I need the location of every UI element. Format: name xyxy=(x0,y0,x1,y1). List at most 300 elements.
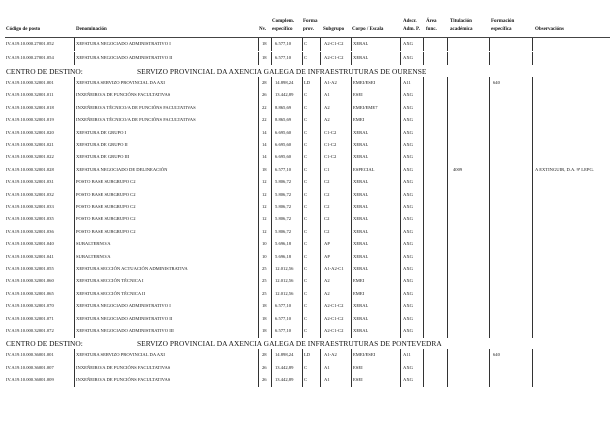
cell-corpo: XERAL xyxy=(353,41,369,46)
column-divider xyxy=(447,38,448,51)
column-divider xyxy=(74,151,75,164)
cell-codigo: IV.A19.10.000.32001.032 xyxy=(6,191,54,197)
cell-nivel: 12 xyxy=(262,191,267,197)
column-divider xyxy=(271,325,272,338)
column-divider xyxy=(489,52,490,65)
column-divider xyxy=(351,374,352,387)
column-divider xyxy=(258,38,259,51)
cell-nivel: 18 xyxy=(262,315,267,321)
cell-adm: AXG xyxy=(403,179,413,185)
column-divider xyxy=(271,151,272,164)
cell-denominacion: XEFATURA SECCIÓN TÉCNICA I xyxy=(76,278,144,284)
cell-corpo: XERAL xyxy=(353,315,369,321)
cell-subgrupo: A1-A2 xyxy=(324,80,337,85)
cell-subgrupo: A1 xyxy=(324,364,330,370)
column-divider xyxy=(423,151,424,164)
cell-subgrupo: A2-C1-C2 xyxy=(324,41,344,46)
column-divider xyxy=(489,102,490,115)
column-divider xyxy=(423,164,424,177)
table-row xyxy=(0,263,615,276)
column-divider xyxy=(423,213,424,226)
cell-codigo: IV.A19.10.000.32001.022 xyxy=(6,154,54,160)
table-row xyxy=(0,176,615,189)
column-divider xyxy=(447,263,448,276)
column-divider xyxy=(489,114,490,127)
cell-denominacion: XEFATURA DE GRUPO III xyxy=(76,154,130,160)
table-row xyxy=(0,362,615,375)
cell-subgrupo: A1 xyxy=(324,377,330,383)
cell-adm: AXG xyxy=(403,204,413,209)
column-divider xyxy=(258,114,259,127)
cell-adm: AXG xyxy=(403,266,413,271)
column-divider xyxy=(302,251,303,264)
column-divider xyxy=(400,139,401,152)
cell-codigo: IV.A19.10.000.32001.065 xyxy=(6,290,54,296)
column-divider xyxy=(351,151,352,164)
column-divider xyxy=(423,77,424,90)
cell-codigo: IV.A19.10.000.32001.036 xyxy=(6,228,54,234)
cell-denominacion: XEFATURA NEGOCIADO ADMINISTRATIVO II xyxy=(76,55,173,60)
column-divider xyxy=(423,139,424,152)
column-divider xyxy=(532,251,533,264)
column-divider xyxy=(258,164,259,177)
column-divider xyxy=(258,313,259,326)
column-divider xyxy=(258,127,259,140)
column-divider xyxy=(447,251,448,264)
column-divider xyxy=(74,362,75,375)
table-row xyxy=(0,164,615,177)
column-divider xyxy=(532,201,533,214)
column-divider xyxy=(532,151,533,164)
cell-subgrupo: A1-A2-C1 xyxy=(324,266,344,271)
cell-corpo: ESEI xyxy=(353,377,363,383)
column-divider xyxy=(302,77,303,90)
column-divider xyxy=(320,313,321,326)
cell-subgrupo: A1-A2 xyxy=(324,352,337,357)
column-divider xyxy=(258,89,259,102)
cell-forma: C xyxy=(304,266,308,271)
cell-forma: C xyxy=(304,104,308,110)
cell-codigo: IV.A19.10.000.32001.035 xyxy=(6,216,54,222)
cell-adm: AXG xyxy=(403,142,413,147)
cell-complemento: 5.696,18 xyxy=(275,253,292,259)
cell-complemento: 13.442,89 xyxy=(275,377,294,383)
header-titulacion-bottom: académica xyxy=(450,27,473,32)
cell-subgrupo: AP xyxy=(324,241,330,247)
cell-forma: C xyxy=(304,290,308,296)
cell-denominacion: POSTO BASE SUBGRUPO C2 xyxy=(76,191,136,197)
column-divider xyxy=(320,89,321,102)
column-divider xyxy=(320,139,321,152)
cell-denominacion: INXEÑEIRO/A TÉCNICO/A DE FUNCIÓNS FACULTATIVAS xyxy=(76,117,196,123)
table-row xyxy=(0,226,615,239)
column-divider xyxy=(258,349,259,362)
cell-nivel: 22 xyxy=(262,117,267,123)
cell-subgrupo: C1-C2 xyxy=(324,129,337,135)
column-divider xyxy=(271,189,272,202)
column-divider xyxy=(302,325,303,338)
cell-corpo: XERAL xyxy=(353,216,369,222)
column-divider xyxy=(400,114,401,127)
cell-adm: AXG xyxy=(403,104,413,110)
column-divider xyxy=(351,89,352,102)
column-divider xyxy=(74,263,75,276)
column-divider xyxy=(320,226,321,239)
column-divider xyxy=(351,139,352,152)
cell-codigo: IV.A19.10.000.32001.055 xyxy=(6,266,54,271)
column-divider xyxy=(320,164,321,177)
cell-complemento: 6.577,10 xyxy=(275,55,292,60)
cell-adm: AXG xyxy=(403,315,413,321)
cell-complemento: 12.012,56 xyxy=(275,290,294,296)
column-divider xyxy=(423,226,424,239)
cell-denominacion: XEFATURA NEGOCIADO ADMINISTRATIVO II xyxy=(76,315,173,321)
cell-forma: C xyxy=(304,41,308,46)
column-divider xyxy=(447,77,448,90)
column-divider xyxy=(351,300,352,313)
column-divider xyxy=(320,275,321,288)
cell-complemento: 8.865,69 xyxy=(275,104,292,110)
column-divider xyxy=(532,226,533,239)
cell-corpo: XERAL xyxy=(353,228,369,234)
column-divider xyxy=(271,139,272,152)
cell-complemento: 5.806,72 xyxy=(275,204,292,209)
column-divider xyxy=(302,52,303,65)
header-forma-top: Forma xyxy=(303,19,318,24)
column-divider xyxy=(302,189,303,202)
cell-forma: C xyxy=(304,179,308,185)
column-divider xyxy=(423,189,424,202)
column-divider xyxy=(447,325,448,338)
table-row xyxy=(0,201,615,214)
column-divider xyxy=(271,313,272,326)
cell-nivel: 26 xyxy=(262,92,267,98)
column-divider xyxy=(400,77,401,90)
cell-nivel: 26 xyxy=(262,377,267,383)
cell-adm: AXG xyxy=(403,303,413,309)
table-row xyxy=(0,300,615,313)
column-divider xyxy=(532,127,533,140)
column-divider xyxy=(532,325,533,338)
column-divider xyxy=(320,288,321,301)
column-divider xyxy=(447,139,448,152)
table-row xyxy=(0,151,615,164)
column-divider xyxy=(74,349,75,362)
column-divider xyxy=(320,325,321,338)
cell-forma: C xyxy=(304,253,308,259)
cell-forma: C xyxy=(304,55,308,60)
column-divider xyxy=(258,213,259,226)
cell-complemento: 5.806,72 xyxy=(275,228,292,234)
column-divider xyxy=(489,251,490,264)
cell-codigo: IV.A19.10.000.32001.033 xyxy=(6,204,54,209)
column-divider xyxy=(351,164,352,177)
cell-subgrupo: A2 xyxy=(324,290,330,296)
column-divider xyxy=(447,89,448,102)
cell-corpo: XERAL xyxy=(353,204,369,209)
column-divider xyxy=(258,288,259,301)
column-divider xyxy=(400,127,401,140)
column-divider xyxy=(351,263,352,276)
cell-adm: AXG xyxy=(403,41,413,46)
cell-denominacion: XEFATURA SERVIZO PROVINCIAL DA AXI xyxy=(76,352,165,357)
column-divider xyxy=(74,300,75,313)
column-divider xyxy=(423,300,424,313)
cell-codigo: IV.A19.10.000.27001.054 xyxy=(6,55,54,60)
cell-corpo: EMEI xyxy=(353,290,365,296)
column-divider xyxy=(74,325,75,338)
cell-adm: AXG xyxy=(403,290,413,296)
cell-nivel: 18 xyxy=(262,303,267,309)
column-divider xyxy=(351,52,352,65)
column-divider xyxy=(489,127,490,140)
column-divider xyxy=(351,176,352,189)
cell-adm: AXG xyxy=(403,377,413,383)
column-divider xyxy=(351,226,352,239)
cell-subgrupo: C2 xyxy=(324,191,330,197)
section-label: CENTRO DE DESTINO: xyxy=(6,339,83,348)
cell-forma: C xyxy=(304,241,308,247)
table-row xyxy=(0,77,615,90)
column-divider xyxy=(423,38,424,51)
column-divider xyxy=(532,164,533,177)
cell-forma: C xyxy=(304,204,308,209)
table-row xyxy=(0,114,615,127)
column-divider xyxy=(271,349,272,362)
column-divider xyxy=(271,362,272,375)
cell-nivel: 10 xyxy=(262,253,267,259)
column-divider xyxy=(400,238,401,251)
table-row xyxy=(0,213,615,226)
column-divider xyxy=(489,300,490,313)
cell-adm: AXG xyxy=(403,117,413,123)
cell-denominacion: XEFATURA SERVIZO PROVINCIAL DA AXI xyxy=(76,80,165,85)
cell-formacion: 640 xyxy=(493,352,500,357)
column-divider xyxy=(258,300,259,313)
column-divider xyxy=(423,362,424,375)
cell-adm: AXG xyxy=(403,129,413,135)
column-divider xyxy=(489,313,490,326)
column-divider xyxy=(423,89,424,102)
cell-nivel: 12 xyxy=(262,179,267,185)
column-divider xyxy=(423,52,424,65)
column-divider xyxy=(320,52,321,65)
column-divider xyxy=(532,300,533,313)
table-row xyxy=(0,139,615,152)
column-divider xyxy=(423,275,424,288)
cell-corpo: EMEI/EME7 xyxy=(353,104,378,110)
column-divider xyxy=(302,275,303,288)
cell-denominacion: SUBALTERNO/A xyxy=(76,253,111,259)
column-divider xyxy=(447,176,448,189)
cell-denominacion: XEFATURA SECCIÓN ACTUACIÓN ADMINISTRATIVA xyxy=(76,266,188,271)
cell-complemento: 6.695,60 xyxy=(275,129,292,135)
cell-complemento: 6.577,10 xyxy=(275,41,292,46)
cell-forma: C xyxy=(304,315,308,321)
cell-adm: AXG xyxy=(403,55,413,60)
column-divider xyxy=(302,201,303,214)
column-divider xyxy=(302,102,303,115)
cell-forma: LD xyxy=(304,352,311,357)
column-divider xyxy=(351,288,352,301)
header-area-bottom: func. xyxy=(426,27,437,32)
cell-nivel: 12 xyxy=(262,228,267,234)
cell-forma: C xyxy=(304,142,308,147)
header-codigo: Código de posto xyxy=(6,27,41,32)
column-divider xyxy=(320,349,321,362)
cell-adm: AXG xyxy=(403,166,413,172)
column-divider xyxy=(400,275,401,288)
column-divider xyxy=(302,263,303,276)
column-divider xyxy=(400,362,401,375)
cell-forma: C xyxy=(304,166,308,172)
cell-nivel: 18 xyxy=(262,328,267,333)
column-divider xyxy=(447,164,448,177)
cell-complemento: 5.806,72 xyxy=(275,179,292,185)
column-divider xyxy=(447,362,448,375)
column-divider xyxy=(258,263,259,276)
column-divider xyxy=(74,189,75,202)
column-divider xyxy=(400,176,401,189)
column-divider xyxy=(302,374,303,387)
cell-forma: C xyxy=(304,154,308,160)
cell-subgrupo: C2 xyxy=(324,204,330,209)
cell-corpo: XERAL xyxy=(353,142,369,147)
cell-adm: AXG xyxy=(403,216,413,222)
cell-denominacion: XEFATURA DE GRUPO I xyxy=(76,129,127,135)
column-divider xyxy=(302,176,303,189)
cell-complemento: 6.695,60 xyxy=(275,154,292,160)
column-divider xyxy=(302,349,303,362)
cell-subgrupo: A2 xyxy=(324,278,330,284)
table-row xyxy=(0,52,615,65)
cell-codigo: IV.A19.10.000.32001.028 xyxy=(6,166,54,172)
column-divider xyxy=(532,139,533,152)
column-divider xyxy=(447,313,448,326)
column-divider xyxy=(400,349,401,362)
column-divider xyxy=(423,263,424,276)
cell-adm: AXG xyxy=(403,278,413,284)
cell-complemento: 14.898,24 xyxy=(275,80,294,85)
column-divider xyxy=(302,213,303,226)
column-divider xyxy=(320,251,321,264)
cell-subgrupo: A1 xyxy=(324,92,330,98)
cell-nivel: 25 xyxy=(262,278,267,284)
cell-subgrupo: C1 xyxy=(324,166,330,172)
cell-corpo: ESPECIAL xyxy=(353,166,375,172)
column-divider xyxy=(74,176,75,189)
column-divider xyxy=(532,263,533,276)
table-row xyxy=(0,251,615,264)
column-divider xyxy=(532,288,533,301)
cell-complemento: 5.696,18 xyxy=(275,241,292,247)
column-divider xyxy=(400,189,401,202)
column-divider xyxy=(447,213,448,226)
cell-forma: C xyxy=(304,117,308,123)
column-divider xyxy=(302,151,303,164)
column-divider xyxy=(400,164,401,177)
cell-corpo: EMEI/ESEI xyxy=(353,80,376,85)
cell-denominacion: SUBALTERNO/A xyxy=(76,241,111,247)
table-row xyxy=(0,189,615,202)
header-corpo: Corpo / Escala xyxy=(352,27,384,32)
column-divider xyxy=(258,275,259,288)
column-divider xyxy=(532,213,533,226)
cell-codigo: IV.A19.10.000.32001.031 xyxy=(6,179,54,185)
column-divider xyxy=(258,201,259,214)
cell-denominacion: XEFATURA DE GRUPO II xyxy=(76,142,128,147)
column-divider xyxy=(351,77,352,90)
cell-forma: LD xyxy=(304,80,311,85)
column-divider xyxy=(320,213,321,226)
cell-titulacion: 4009 xyxy=(453,166,463,172)
column-divider xyxy=(400,201,401,214)
cell-nivel: 14 xyxy=(262,142,267,147)
column-divider xyxy=(74,102,75,115)
cell-subgrupo: A2-C1-C2 xyxy=(324,303,344,309)
cell-forma: C xyxy=(304,129,308,135)
header-subgrupo: Subgrupo xyxy=(323,27,345,32)
column-divider xyxy=(74,226,75,239)
column-divider xyxy=(489,238,490,251)
cell-subgrupo: A2-C1-C2 xyxy=(324,315,344,321)
column-divider xyxy=(302,313,303,326)
column-divider xyxy=(302,288,303,301)
cell-nivel: 25 xyxy=(262,266,267,271)
column-divider xyxy=(532,102,533,115)
column-divider xyxy=(351,127,352,140)
column-divider xyxy=(320,127,321,140)
cell-nivel: 28 xyxy=(262,80,267,85)
column-divider xyxy=(489,176,490,189)
column-divider xyxy=(320,176,321,189)
column-divider xyxy=(532,362,533,375)
column-divider xyxy=(532,238,533,251)
column-divider xyxy=(489,151,490,164)
column-divider xyxy=(400,38,401,51)
cell-complemento: 5.806,72 xyxy=(275,191,292,197)
column-divider xyxy=(302,362,303,375)
cell-subgrupo: A2-C1-C2 xyxy=(324,328,344,333)
cell-adm: AXG xyxy=(403,154,413,160)
cell-complemento: 13.442,89 xyxy=(275,92,294,98)
cell-complemento: 6.577,10 xyxy=(275,166,292,172)
column-divider xyxy=(74,275,75,288)
column-divider xyxy=(271,52,272,65)
column-divider xyxy=(271,238,272,251)
cell-denominacion: XEFATURA NEGOCIADO ADMINISTRATIVO I xyxy=(76,41,171,46)
column-divider xyxy=(271,176,272,189)
cell-denominacion: INXEÑEIRO/A DE FUNCIÓNS FACULTATIVAS xyxy=(76,364,171,370)
column-divider xyxy=(423,201,424,214)
column-divider xyxy=(489,213,490,226)
cell-denominacion: POSTO BASE SUBGRUPO C2 xyxy=(76,228,136,234)
column-divider xyxy=(400,226,401,239)
cell-complemento: 12.012,56 xyxy=(275,266,294,271)
cell-nivel: 22 xyxy=(262,104,267,110)
column-divider xyxy=(423,325,424,338)
cell-corpo: XERAL xyxy=(353,191,369,197)
cell-corpo: ESEI xyxy=(353,364,363,370)
cell-forma: C xyxy=(304,303,308,309)
column-divider xyxy=(400,313,401,326)
cell-nivel: 28 xyxy=(262,352,267,357)
cell-corpo: XERAL xyxy=(353,253,369,259)
column-divider xyxy=(423,251,424,264)
cell-codigo: IV.A19.10.000.36001.001 xyxy=(6,352,54,357)
header-formacion-top: Formación xyxy=(491,19,515,24)
column-divider xyxy=(258,77,259,90)
